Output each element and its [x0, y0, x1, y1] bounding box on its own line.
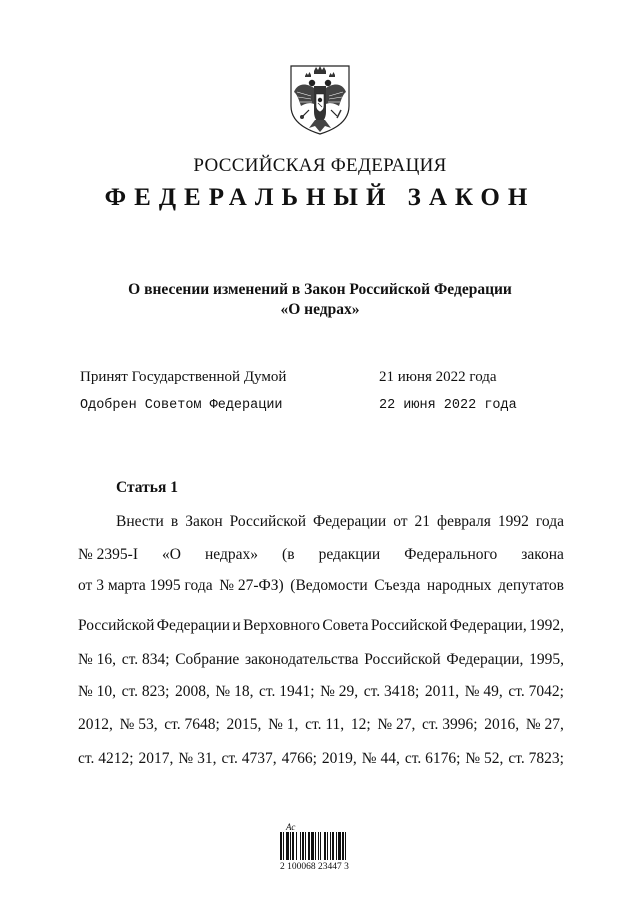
- article-word: № 16,: [78, 651, 117, 668]
- article-word: № 52,: [465, 750, 504, 767]
- article-word: Федерации: [156, 617, 230, 634]
- article-word: ст. 4212;: [78, 750, 134, 767]
- article-word: Российской: [229, 513, 307, 530]
- article-word: ст. 7648;: [164, 716, 220, 733]
- article-word: 2011,: [424, 683, 460, 700]
- article-word: Российской: [78, 617, 155, 634]
- article-word: 4766;: [281, 750, 317, 767]
- adoption-duma-date: 21 июня 2022 года: [379, 369, 497, 385]
- article-word: (Ведомости: [290, 577, 368, 594]
- article-line: [78, 750, 564, 768]
- article-word: № 18,: [215, 683, 254, 700]
- article-word: редакции: [318, 546, 381, 563]
- article-word: Совета: [322, 617, 369, 634]
- article-heading: Статья 1: [116, 479, 178, 496]
- article-line: [78, 546, 564, 564]
- article-word: и: [232, 617, 241, 634]
- article-word: от: [393, 513, 408, 530]
- article-word: февраля: [437, 513, 491, 530]
- article-word: № 31,: [178, 750, 217, 767]
- article-word: № 27-ФЗ): [219, 577, 284, 594]
- article-word: 2015,: [226, 716, 262, 733]
- article-word: Съезда: [374, 577, 421, 594]
- article-word: Федерации,: [446, 651, 524, 668]
- barcode-number: 2 100068 23447 3: [280, 862, 349, 872]
- article-word: ст. 834;: [121, 651, 170, 668]
- article-word: 1992: [497, 513, 529, 530]
- article-word: 2019,: [321, 750, 357, 767]
- law-type-heading: ФЕДЕРАЛЬНЫЙ ЗАКОН: [104, 184, 536, 211]
- article-word: (в: [282, 546, 295, 563]
- article-word: № 44,: [361, 750, 400, 767]
- article-word: 2017,: [138, 750, 174, 767]
- article-word: «О: [162, 546, 181, 563]
- article-word: № 29,: [320, 683, 359, 700]
- article-word: Федерального: [404, 546, 498, 563]
- article-word: № 10,: [78, 683, 117, 700]
- article-word: № 53,: [119, 716, 158, 733]
- article-word: Закон: [185, 513, 223, 530]
- article-line: [116, 513, 564, 531]
- law-subject-line-2: «О недрах»: [280, 301, 360, 318]
- article-word: Российской: [364, 651, 441, 668]
- article-word: ст. 823;: [121, 683, 170, 700]
- article-word: Российской: [370, 617, 448, 634]
- article-word: ст. 7042;: [508, 683, 564, 700]
- article-word: ст. 7823;: [508, 750, 564, 767]
- article-word: ст. 6176;: [404, 750, 461, 767]
- article-word: Федерации,: [449, 617, 527, 634]
- article-word: закона: [521, 546, 564, 563]
- article-word: 1995,: [529, 651, 564, 668]
- article-line: [78, 683, 564, 701]
- article-word: в: [170, 513, 179, 530]
- article-word: № 27,: [377, 716, 416, 733]
- article-word: ст. 11,: [305, 716, 345, 733]
- article-word: № 1,: [268, 716, 299, 733]
- law-subject-title: [90, 280, 550, 320]
- article-word: Верховного: [243, 617, 321, 634]
- article-word: Собрание: [175, 651, 240, 668]
- article-word: 12;: [350, 716, 371, 733]
- article-line: [78, 617, 564, 635]
- article-word: ст. 3418;: [363, 683, 420, 700]
- article-word: ст. 1941;: [259, 683, 315, 700]
- article-word: 2008,: [174, 683, 210, 700]
- adoption-council-date: 22 июня 2022 года: [379, 398, 517, 413]
- article-word: Внести: [116, 513, 164, 530]
- article-word: 1992,: [529, 617, 564, 634]
- article-word: депутатов: [498, 577, 564, 594]
- state-emblem-icon: [287, 62, 353, 136]
- adoption-duma-label: Принят Государственной Думой: [80, 369, 287, 385]
- article-word: 2012,: [78, 716, 113, 733]
- article-word: Федерации: [313, 513, 387, 530]
- article-word: ст. 3996;: [422, 716, 478, 733]
- article-word: № 27,: [525, 716, 564, 733]
- article-line: [78, 716, 564, 734]
- law-subject-line-1: О внесении изменений в Закон Российской Федерации: [128, 281, 512, 298]
- article-word: недрах»: [205, 546, 259, 563]
- article-word: законодательства: [244, 651, 359, 668]
- article-word: 2016,: [484, 716, 520, 733]
- barcode-bars-icon: [280, 832, 362, 862]
- adoption-council-label: Одобрен Советом Федерации: [80, 398, 283, 413]
- country-name: РОССИЙСКАЯ ФЕДЕРАЦИЯ: [193, 155, 447, 176]
- article-line: [78, 577, 564, 595]
- barcode: [280, 822, 362, 874]
- barcode-initials: Ас: [286, 822, 296, 832]
- article-word: народных: [426, 577, 492, 594]
- article-line: [78, 651, 564, 669]
- article-word: № 2395-I: [78, 546, 138, 563]
- article-word: ст. 4737,: [221, 750, 277, 767]
- article-word: 21: [414, 513, 431, 530]
- article-word: № 49,: [464, 683, 503, 700]
- article-word: года: [535, 513, 564, 530]
- article-word: от 3 марта 1995 года: [78, 577, 213, 594]
